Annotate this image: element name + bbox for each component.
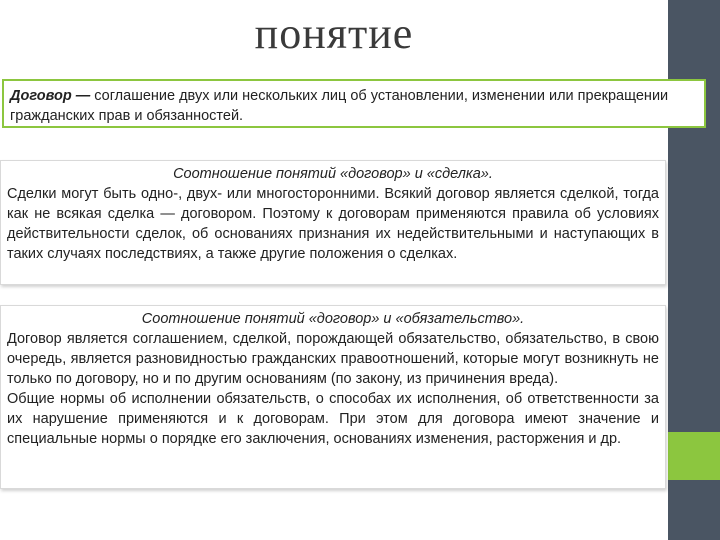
definition-text: соглашение двух или нескольких лиц об установлении, изменении или прекращении гражданских прав и обязанностей. — [10, 88, 669, 124]
panel-obligation-paragraph-2: Общие нормы об исполнении обязательств, о способах их исполнения, об ответственности за их нарушение применяются и к договорам. При этом для договора имеют значение и специальные нормы о порядке его заключения, основаниях изменения, расторжения и др. — [7, 391, 659, 447]
panel-obligation-paragraph-1: Договор является соглашением, сделкой, порождающей обязательство, обязательство, в свою очередь, является разновидностью гражданских правоотношений, которые могут возникнуть не только по договору, но и по другим основаниям (по закону, из причинения вреда). — [7, 331, 659, 387]
slide-title: понятие — [254, 9, 414, 58]
panel-deal — [0, 160, 666, 285]
panel-obligation — [0, 305, 666, 489]
panel-obligation-heading: Соотношение понятий «договор» и «обязательство». — [141, 311, 525, 327]
panel-deal-heading: Соотношение понятий «договор» и «сделка». — [173, 166, 493, 182]
definition-term: Договор — — [10, 88, 91, 104]
definition-box — [2, 79, 706, 128]
panel-deal-paragraph: Сделки могут быть одно-, двух- или многосторонними. Всякий договор является сделкой, тогда как не всякая сделка — договором. Поэтому к договорам применяются правила об условиях действительности сделок, об основаниях признания их недействительными и наступающих в таких случаях последствиях, а также другие положения о сделках. — [7, 186, 659, 262]
sidebar-accent-block — [668, 432, 720, 480]
